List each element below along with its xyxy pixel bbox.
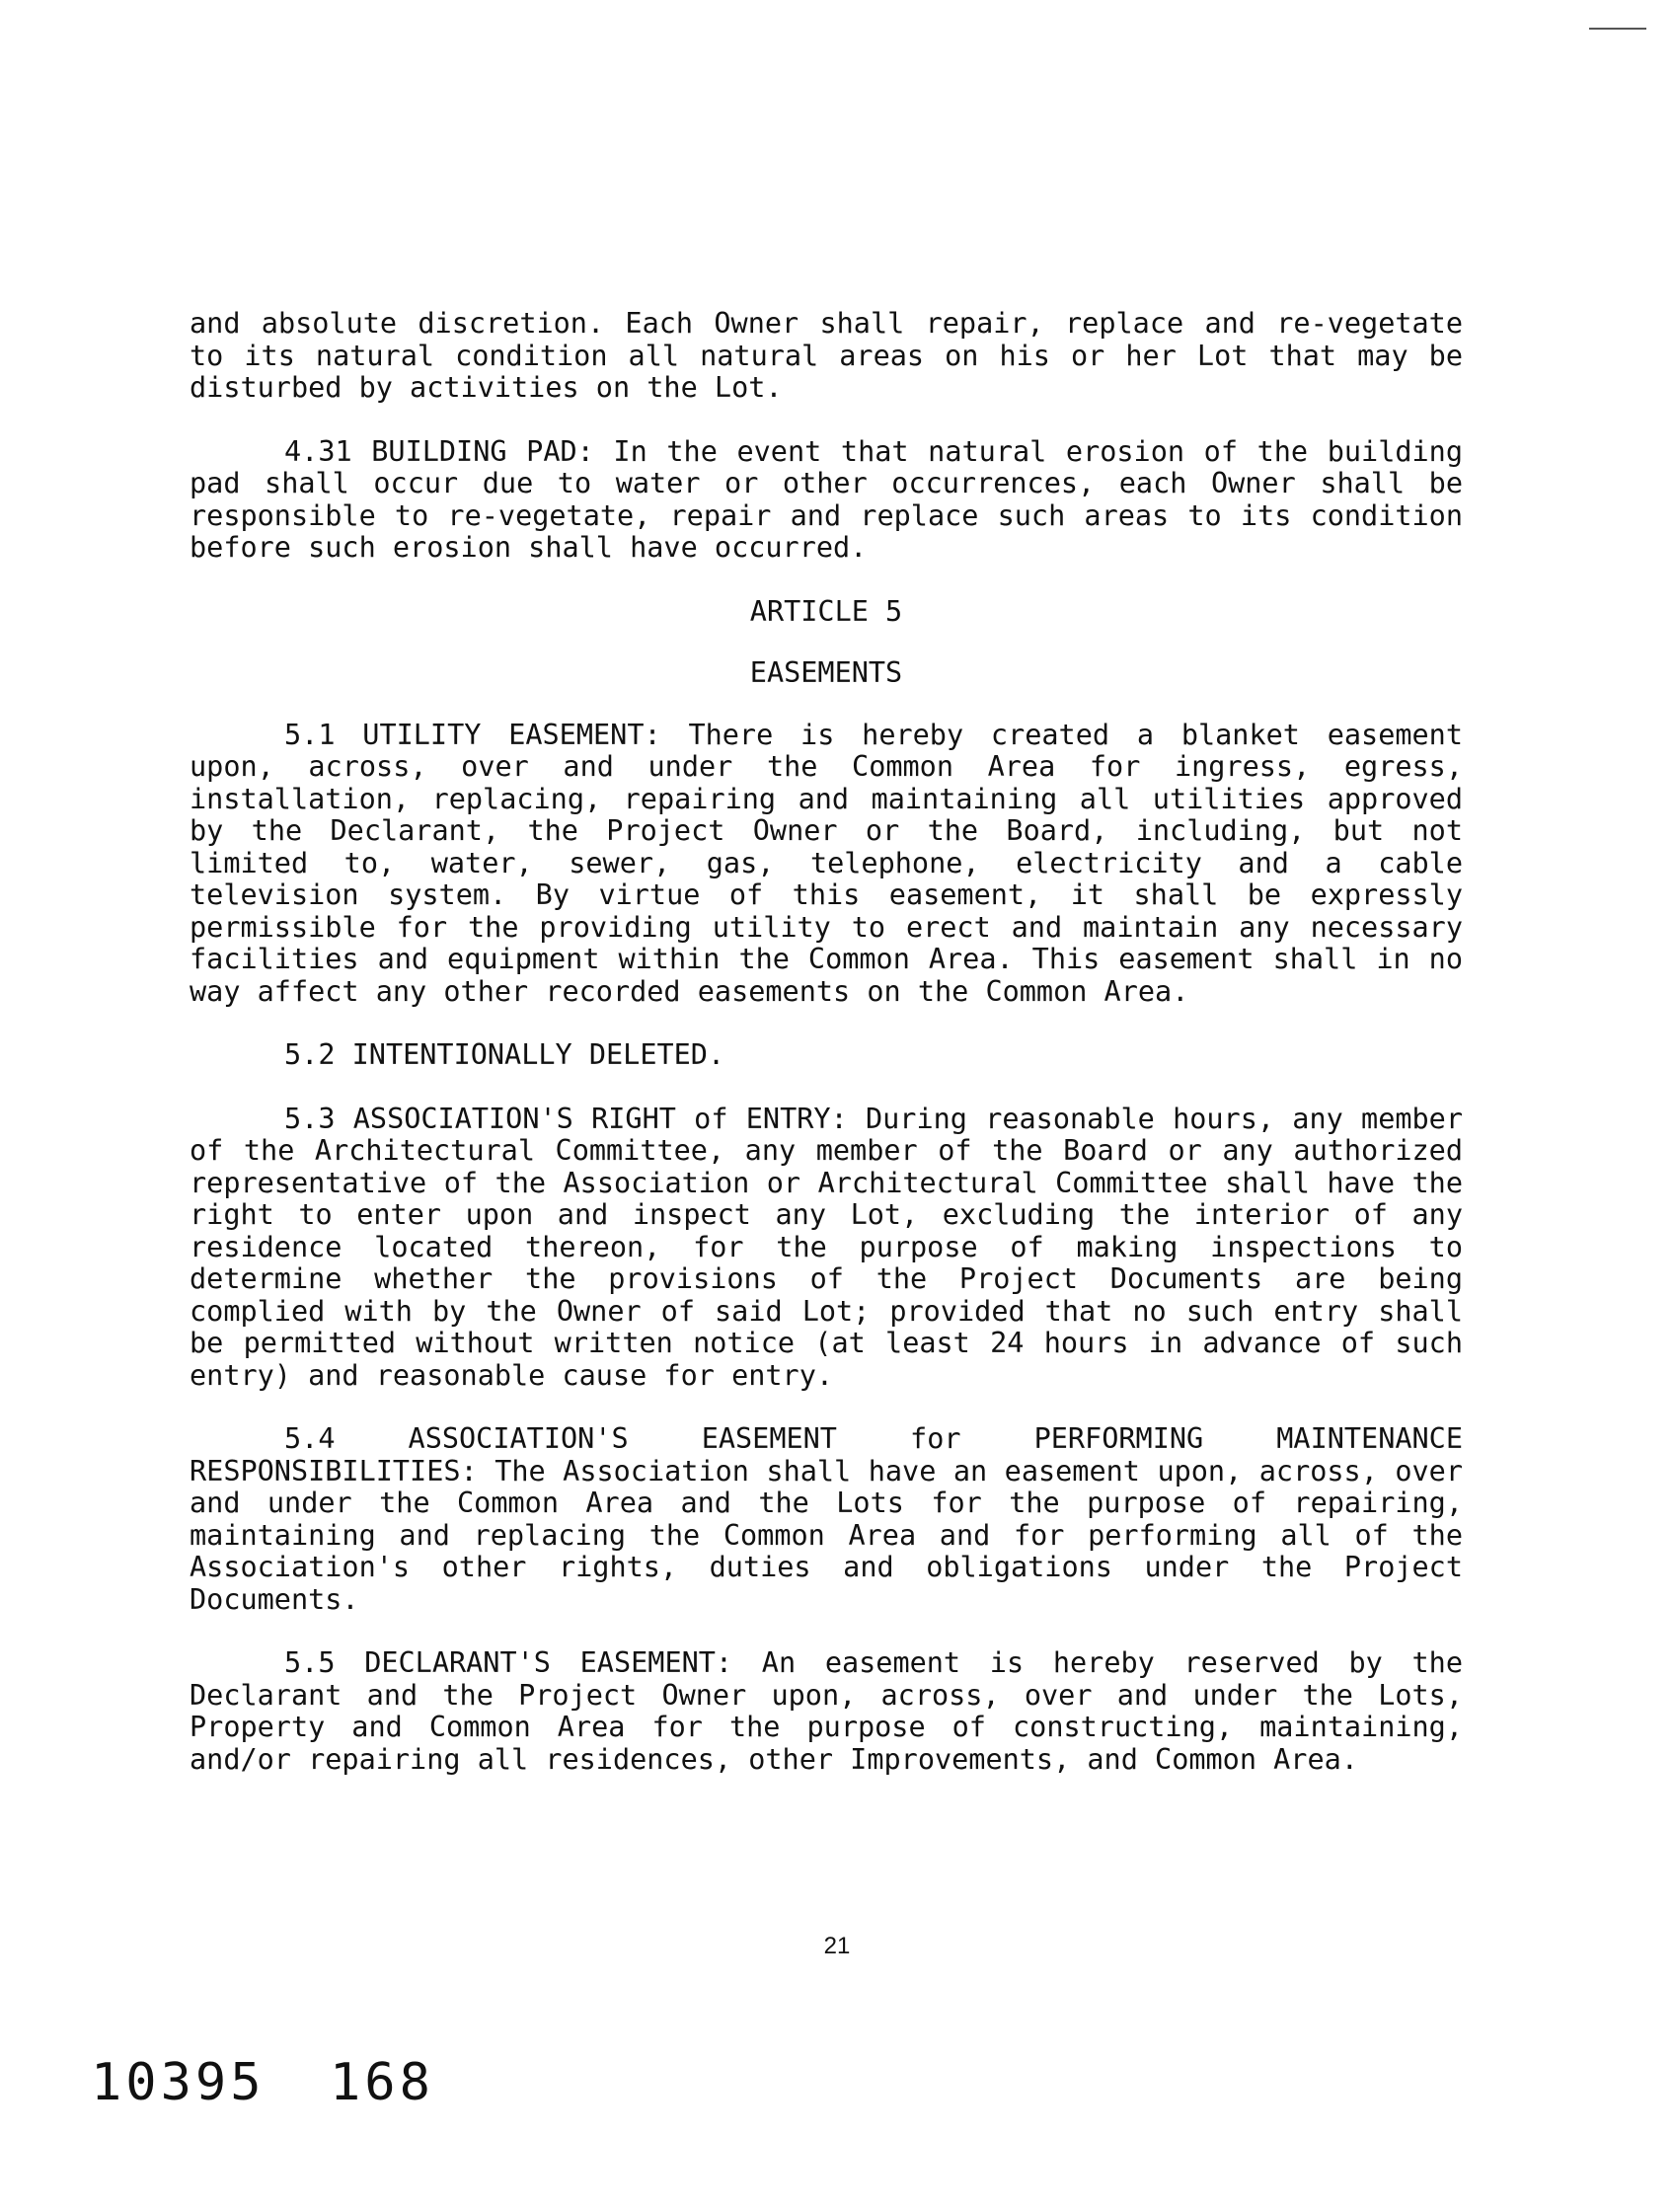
paragraph-5-5: 5.5 DECLARANT'S EASEMENT: An easement is hereby reserved by the Declarant and the Project Owner upon, across, over and under the Lots, Property and Common Area for the purpose of constructing, maintaining, and/or repairing all residences, other Improvements, and Common Area. (190, 1646, 1463, 1776)
paragraph-5-2: 5.2 INTENTIONALLY DELETED. (284, 1038, 725, 1071)
article-number: ARTICLE 5 (749, 594, 903, 628)
page-number: 21 (823, 1933, 851, 1959)
recording-stamp-book: 10395 (91, 2053, 266, 2112)
paragraph-4-31: 4.31 BUILDING PAD: In the event that natural erosion of the building pad shall occur due to water or other occurrences, each Owner shall be responsible to re-vegetate, repair and replace such areas to its condition before such erosion shall have occurred. (190, 434, 1463, 564)
paragraph-5-1: 5.1 UTILITY EASEMENT: There is hereby created a blanket easement upon, across, over and under the Common Area for ingress, egress, installation, replacing, repairing and maintaining all utilities approved by the Declarant, the Project Owner or the Board, including, but not limited to, water, sewer, gas, telephone, electricity and a cable television system. By virtue of this easement, it shall be expressly permissible for the providing utility to erect and maintain any necessary facilities and equipment within the Common Area. This easement shall in no way affect any other recorded easements on the Common Area. (190, 718, 1463, 1008)
recording-stamp-page: 168 (330, 2053, 434, 2112)
paragraph-5-4: 5.4 ASSOCIATION'S EASEMENT for PERFORMING MAINTENANCE RESPONSIBILITIES: The Association shall have an easement upon, across, over and under the Common Area and the Lots for the purpose of repairing, maintaining and replacing the Common Area and for performing all of the Association's other rights, duties and obligations under the Project Documents. (190, 1422, 1463, 1616)
paragraph-continuation: and absolute discretion. Each Owner shall repair, replace and re-vegetate to its natural condition all natural areas on his or her Lot that may be disturbed by activities on the Lot. (190, 307, 1463, 404)
document-body (190, 308, 1463, 1807)
corner-mark (1589, 28, 1646, 30)
paragraph-5-3: 5.3 ASSOCIATION'S RIGHT of ENTRY: During reasonable hours, any member of the Architectural Committee, any member of the Board or any authorized representative of the Association or Architectural Committee shall have the right to enter upon and inspect any Lot, excluding the interior of any residence located thereon, for the purpose of making inspections to determine whether the provisions of the Project Documents are being complied with by the Owner of said Lot; provided that no such entry shall be permitted without written notice (at least 24 hours in advance of such entry) and reasonable cause for entry. (190, 1102, 1463, 1392)
article-title: EASEMENTS (749, 656, 903, 689)
